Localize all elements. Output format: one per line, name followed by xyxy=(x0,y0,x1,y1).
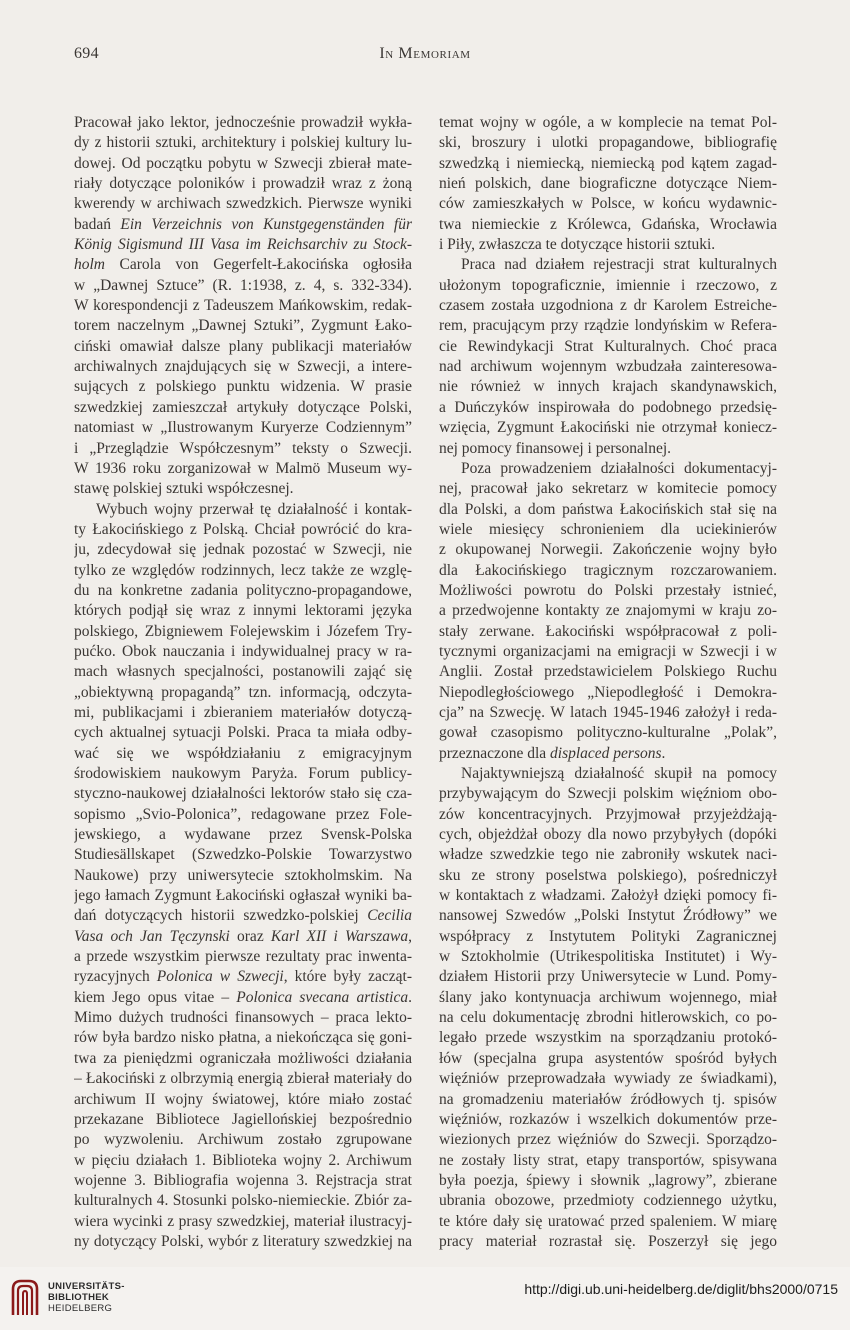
text-line: ułożonym topograficznie, imiennie i rzeczowo, z xyxy=(439,276,777,294)
text-line: wać się we współdziałaniu z emigracyjnym xyxy=(74,744,412,762)
text-line: mach własnych specjalności, postanowili zająć się xyxy=(74,663,412,681)
text-line: legało przede wszystkim na sporządzaniu protokó- xyxy=(439,1029,777,1047)
text-line: władze szwedzkie tego nie zabroniły wskutek naci- xyxy=(439,846,777,864)
text-line: temat wojny w ogóle, a w komplecie na temat Pol- xyxy=(439,114,777,131)
text-line: a przedwojenne kontakty ze znajomymi w kraju zo- xyxy=(439,602,777,620)
text-line: Poza prowadzeniem działalności dokumentacyj- xyxy=(461,459,777,477)
text-line: i „Przeglądzie Współczesnym” teksty o Szwecji. xyxy=(74,439,412,457)
text-line: Niepodległościowego „Niepodległość i Demokra- xyxy=(439,683,777,701)
text-line: sujących z polskiego punktu widzenia. W prasie xyxy=(74,378,412,396)
text-line: ny dotyczący Polski, wybór z literatury szwedzkiej na xyxy=(74,1232,412,1250)
logo-line-1: UNIVERSITÄTS- xyxy=(48,1281,125,1292)
text-line: styczno-naukowej działalności lektorów stało się cza- xyxy=(74,785,412,803)
text-line: archiwalnych znajdujących się w Szwecji, a intere- xyxy=(74,358,412,376)
text-line: dy z historii sztuki, architektury i polskiej kultury lu- xyxy=(74,134,412,152)
text-line: a przede wszystkim pierwsze rezultaty prac inwenta- xyxy=(74,948,412,966)
text-line: działem Historii przy Uniwersytecie w Lund. Pomy- xyxy=(439,968,777,986)
text-line: wiezionych przez więźniów do Szwecji. Sporządzo- xyxy=(439,1131,777,1149)
text-line: nej, pracował jako sekretarz w komitecie pomocy xyxy=(439,480,777,498)
text-line: środowiskiem naukowym Paryża. Forum publicy- xyxy=(74,765,412,782)
text-line: przekazane Bibliotece Jagiellońskiej bezpośrednio xyxy=(74,1110,412,1128)
text-line: dań dotyczących historii szwedzko-polskiej Cecilia xyxy=(74,907,412,925)
text-line: których podjął się wraz z innymi lektorami języka xyxy=(74,602,412,620)
logo-line-2: BIBLIOTHEK xyxy=(48,1292,110,1303)
text-column-right xyxy=(439,113,777,1252)
text-line: sopismo „Svio-Polonica”, redagowane przez Fole- xyxy=(74,805,412,823)
text-line: na celu dokumentację zbrodni hitlerowskich, co po- xyxy=(439,1009,777,1027)
text-line: dla Łakocińskiego tragicznym rozczarowaniem. xyxy=(439,561,777,579)
text-line: ubrania obozowe, przedmioty codziennego użytku, xyxy=(439,1192,777,1210)
text-line: zów koncentracyjnych. Przyjmował przyjeżdżają- xyxy=(439,805,777,823)
text-line: na gromadzeniu materiałów źródłowych tj. spisów xyxy=(439,1090,777,1108)
text-line: nień polskich, dane biograficzne dotyczące Niem- xyxy=(439,175,777,193)
text-line: twa niemieckie z Królewca, Gdańska, Wrocławia xyxy=(439,215,777,233)
text-line: w kontaktach z władzami. Założył dzięki pomocy fi- xyxy=(439,887,777,905)
text-line: badań Ein Verzeichnis von Kunstgegenständen für xyxy=(74,215,412,233)
text-line: Pracował jako lektor, jednocześnie prowadził wykła- xyxy=(74,114,412,131)
text-line: przeznaczone dla displaced persons. xyxy=(439,744,666,762)
text-line: rów była bardzo nisko płatna, a niekończąca się goni- xyxy=(74,1029,412,1047)
text-line: z okupowanej Norwegii. Zakończenie wojny było xyxy=(439,541,777,559)
library-logo-icon xyxy=(10,1277,40,1317)
text-line: w „Dawnej Sztuce” (R. 1:1938, z. 4, s. 332-334). xyxy=(74,276,412,294)
text-line: pućko. Obok nauczania i indywidualnej pracy w ra- xyxy=(74,642,412,660)
text-line: w pięciu działach 1. Biblioteka wojny 2. Archiwum xyxy=(74,1151,412,1169)
text-line: wojenne 3. Bibliografia wojenna 3. Rejstracja strat xyxy=(74,1171,412,1189)
text-line: gował czasopismo polityczno-kulturalne „Polak”, xyxy=(439,724,777,742)
text-line: szwedzką i niemiecką, niemiecką pod kątem zagad- xyxy=(439,154,777,172)
source-url-link[interactable]: http://digi.ub.uni-heidelberg.de/diglit/bhs2000/0715 xyxy=(524,1281,838,1297)
text-line: – Łakociński z olbrzymią energią zbierał materiały do xyxy=(74,1070,412,1088)
text-line: więźniów, rozkazów i wszelkich dokumentów prze- xyxy=(439,1110,777,1128)
text-line: szwedzkiej zamieszczał artykuły dotyczące Polski, xyxy=(74,398,412,416)
text-line: kulturalnych 4. Stosunki polsko-niemieckie. Zbiór za- xyxy=(74,1192,412,1210)
text-column-left xyxy=(74,113,412,1252)
text-line: cych, objeżdżał obozy dla nowo przybyłych (dopóki xyxy=(439,826,777,844)
text-line: Studiesällskapet (Szwedzko-Polskie Towarzystwo xyxy=(74,846,412,864)
text-line: kwerendy w archiwach szwedzkich. Pierwsze wyniki xyxy=(74,195,412,213)
text-line: dowej. Od początku pobytu w Szwecji zbierał mate- xyxy=(74,154,412,172)
text-line: W korespondencji z Tadeuszem Mańkowskim, redak- xyxy=(74,297,412,315)
library-logo[interactable] xyxy=(10,1275,200,1319)
text-line: twa za pieniędzmi ograniczała możliwości działania xyxy=(74,1049,412,1067)
text-line: i Piły, zwłaszcza te dotyczące historii sztuki. xyxy=(439,236,716,254)
text-line: riały dotyczące poloników i prowadził wraz z żoną xyxy=(74,175,412,193)
text-line: nie również w innych krajach skandynawskich, xyxy=(439,378,777,396)
text-line: torem naczelnym „Dawnej Sztuki”, Zygmunt Łako- xyxy=(74,317,412,335)
text-line: te które dały się uratować przed spaleniem. W miarę xyxy=(439,1212,777,1230)
text-line: jewskiego, a wydawane przez Svensk-Polska xyxy=(74,826,412,844)
page-number: 694 xyxy=(74,45,99,62)
text-line: „obiektywną propagandą” tzn. informacją, odczyta- xyxy=(74,683,412,701)
text-line: ju, zdecydował się jednak pozostać w Szwecji, nie xyxy=(74,541,412,559)
text-line: czasem została uzgodniona z dr Karolem Estreiche- xyxy=(439,297,777,315)
text-line: stawę polskiej sztuki współczesnej. xyxy=(74,480,294,498)
text-line: wiele miesięcy schronieniem dla uciekinierów xyxy=(439,520,777,538)
text-line: wiera wycinki z prasy szwedzkiej, materiał ilustracyj- xyxy=(74,1212,412,1230)
text-line: kiem Jego opus vitae – Polonica svecana artistica. xyxy=(74,988,412,1006)
text-line: cja” na Szwecję. W latach 1945-1946 założył i reda- xyxy=(439,703,777,721)
text-line: wzięcia, Zygmunt Łakociński nie otrzymał koniecz- xyxy=(439,419,777,437)
library-logo-text xyxy=(48,1281,125,1314)
text-line: König Sigismund III Vasa im Reichsarchiv zu Stock- xyxy=(74,236,412,254)
text-line: du na konkretne zadania polityczno-propagandowe, xyxy=(74,581,412,599)
text-line: Najaktywniejszą działalność skupił na pomocy xyxy=(461,765,777,782)
text-line: mi, publikacjami i zbieraniem materiałów dotyczą- xyxy=(74,703,412,721)
text-line: ty Łakocińskiego z Polską. Chciał powrócić do kra- xyxy=(74,520,412,538)
text-line: Mimo dużych trudności finansowych – praca lekto- xyxy=(74,1009,412,1027)
text-line: ne zostały listy strat, etapy transportów, spisywana xyxy=(439,1151,777,1169)
text-line: nad archiwum wojennym wzbudzała zainteresowa- xyxy=(439,358,777,376)
text-line: więźniów przeprowadzała wywiady ze świadkami), xyxy=(439,1070,777,1088)
text-line: W 1936 roku zorganizował w Malmö Museum wy- xyxy=(74,459,412,477)
text-line: natomiast w „Ilustrowanym Kuryerze Codziennym” xyxy=(74,419,412,437)
text-line: holm Carola von Gegerfelt-Łakocińska ogłosiła xyxy=(74,256,412,274)
text-line: Naukowe) przy uniwersytecie sztokholmskim. Na xyxy=(74,866,412,884)
text-line: pracy materiał rozrastał się. Poszerzył się jego xyxy=(439,1232,777,1250)
text-line: cych aktualnej sytuacji Polski. Praca ta miała odby- xyxy=(74,724,412,742)
footer-bar xyxy=(0,1267,850,1330)
text-line: ców zamieszkałych w Polsce, w końcu wydawnic- xyxy=(439,195,777,213)
text-line: ryzacyjnych Polonica w Szwecji, które były zacząt- xyxy=(74,968,412,986)
text-line: Praca nad działem rejestracji strat kulturalnych xyxy=(461,256,777,274)
text-line: łów (specjalna grupa asystentów spośród byłych xyxy=(439,1049,777,1067)
text-line: a Duńczyków inspirowała do podobnego przedsię- xyxy=(439,398,777,416)
text-line: stały zerwane. Łakociński współpracował z poli- xyxy=(439,622,777,640)
text-line: tylko ze względów rodzinnych, lecz także ze wzglę- xyxy=(74,561,412,579)
text-line: ciński omawiał dalsze plany publikacji materiałów xyxy=(74,337,412,355)
text-line: Wybuch wojny przerwał tę działalność i kontak- xyxy=(96,500,412,518)
text-line: dla Polski, a dom państwa Łakocińskich stał się na xyxy=(439,500,777,518)
text-line: tycznymi organizacjami na emigracji w Szwecji i w xyxy=(439,642,777,660)
text-line: archiwum II wojny światowej, które miało zostać xyxy=(74,1090,412,1108)
text-line: Anglii. Został przedstawicielem Polskiego Ruchu xyxy=(439,663,777,681)
logo-line-3: HEIDELBERG xyxy=(48,1303,113,1314)
text-line: nej pomocy finansowej i personalnej. xyxy=(439,439,672,457)
text-line: Możliwości powrotu do Polski przestały istnieć, xyxy=(439,581,777,599)
text-line: rem, pracującym przy rządzie londyńskim w Refera- xyxy=(439,317,777,335)
text-line: ślany jako kontynuacja archiwum wojennego, miał xyxy=(439,988,777,1006)
text-line: ski, broszury i ulotki propagandowe, bibliografię xyxy=(439,134,777,152)
text-line: była poezja, śpiewy i słownik „lagrowy”, zbierane xyxy=(439,1171,777,1189)
text-line: nansowej Szwedów „Polski Instytut Źródłowy” we xyxy=(439,907,777,925)
text-line: współpracy z Instytutem Polityki Zagranicznej xyxy=(439,927,777,945)
text-line: sku ze strony poselstwa polskiego), pośredniczył xyxy=(439,866,777,884)
text-line: cie Rewindykacji Strat Kulturalnych. Choć praca xyxy=(439,337,777,355)
running-head: In Memoriam xyxy=(379,45,471,62)
text-line: w Sztokholmie (Utrikespolitiska Institutet) i Wy- xyxy=(439,948,777,966)
text-line: Vasa och Jan Tęczynski oraz Karl XII i Warszawa, xyxy=(74,927,412,945)
text-line: po wyzwoleniu. Archiwum zostało zgrupowane xyxy=(74,1131,412,1149)
text-line: jego łamach Zygmunt Łakociński ogłaszał wyniki ba- xyxy=(74,887,412,905)
text-line: przybywającym do Szwecji polskim więźniom obo- xyxy=(439,785,777,803)
text-line: polskiego, Zbigniewem Folejewskim i Józefem Try- xyxy=(74,622,412,640)
